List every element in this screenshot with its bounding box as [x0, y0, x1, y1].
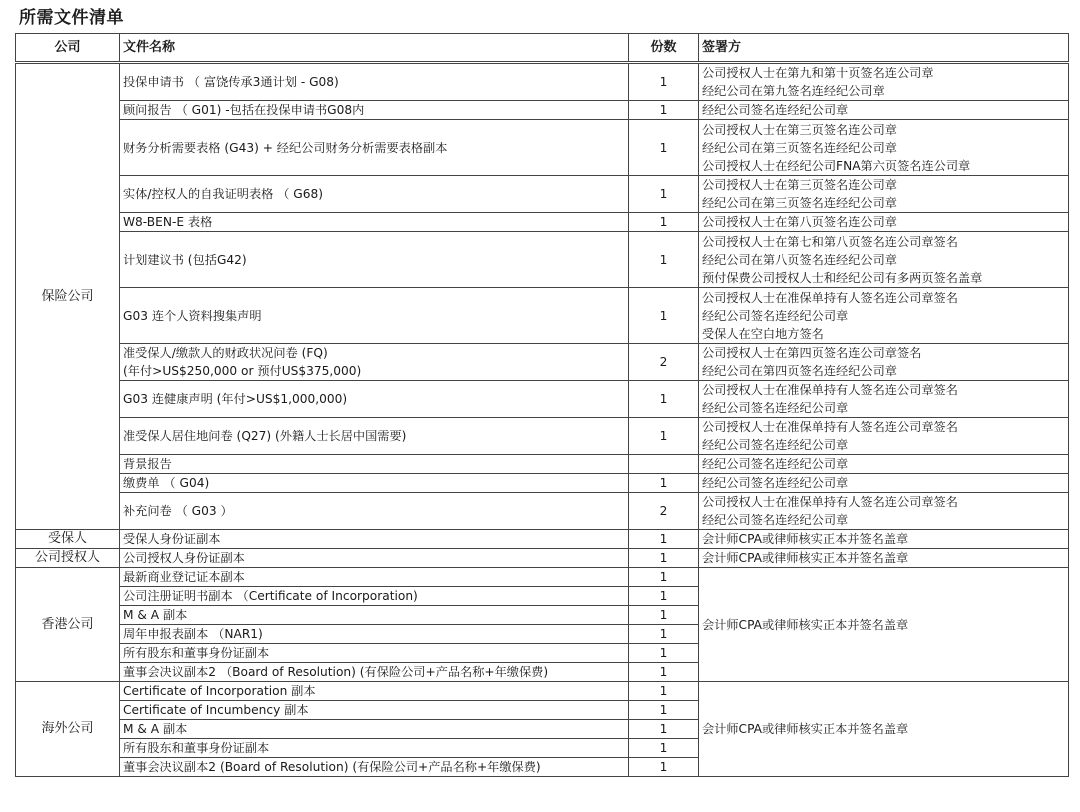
- copies-cell: 1: [629, 176, 699, 213]
- signer-cell: 会计师CPA或律师核实正本并签名盖章: [699, 530, 1069, 549]
- copies-cell: [629, 455, 699, 474]
- copies-cell: 1: [629, 474, 699, 493]
- signer-line: 经纪公司在第三页签名连经纪公司章: [702, 196, 897, 210]
- file-name-cell: [120, 232, 629, 288]
- signer-line: 经纪公司在第四页签名连经纪公司章: [702, 364, 897, 378]
- signer-cell: [699, 381, 1069, 418]
- signer-line: 经纪公司签名连经纪公司章: [702, 513, 849, 527]
- file-name-cell: Certificate of Incorporation 副本: [120, 682, 629, 701]
- signer-cell: [699, 493, 1069, 530]
- file-name-line: 准受保人/缴款人的财政状况问卷 (FQ): [123, 346, 328, 360]
- file-name-line: G03 连个人资料搜集声明: [123, 308, 262, 323]
- file-name-line: 投保申请书 （ 富饶传承3通计划 - G08): [123, 75, 339, 89]
- file-name-cell: 受保人身份证副本: [120, 530, 629, 549]
- signer-cell: [699, 344, 1069, 381]
- file-name-cell: 最新商业登记证本副本: [120, 568, 629, 587]
- file-name-line: 实体/控权人的自我证明表格 （ G68): [123, 187, 323, 201]
- file-name-line: 背景报告: [123, 457, 172, 471]
- signer-line: 经纪公司在第八页签名连经纪公司章: [702, 252, 897, 267]
- table-row: [16, 288, 1069, 344]
- signer-line: 预付保费公司授权人士和经纪公司有多两页签名盖章: [702, 270, 983, 285]
- signer-line: 公司授权人士在第四页签名连公司章签名: [702, 346, 922, 360]
- signer-line: 经纪公司签名连经纪公司章: [702, 476, 849, 490]
- file-name-cell: 董事会决议副本2 (Board of Resolution) (有保险公司+产品名称+年缴保费): [120, 758, 629, 777]
- copies-cell: 1: [629, 568, 699, 587]
- table-row: [16, 232, 1069, 288]
- signer-line: 公司授权人士在经纪公司FNA第六页签名连公司章: [702, 158, 971, 173]
- file-name-cell: [120, 493, 629, 530]
- header-copies: 份数: [629, 34, 699, 63]
- signer-line: 公司授权人士在准保单持有人签名连公司章签名: [702, 495, 958, 509]
- file-name-cell: 周年申报表副本 （NAR1): [120, 625, 629, 644]
- signer-line: 经纪公司在第三页签名连经纪公司章: [702, 140, 897, 155]
- file-name-line: 财务分析需要表格 (G43) + 经纪公司财务分析需要表格副本: [123, 140, 448, 155]
- file-name-line: 缴费单 （ G04): [123, 476, 210, 490]
- copies-cell: 1: [629, 663, 699, 682]
- company-cell: 香港公司: [16, 568, 120, 682]
- document-table: [15, 33, 1069, 777]
- table-row: [16, 120, 1069, 176]
- table-row: [16, 474, 1069, 493]
- signer-cell: [699, 176, 1069, 213]
- table-row: [16, 176, 1069, 213]
- file-name-cell: [120, 120, 629, 176]
- signer-cell: [699, 418, 1069, 455]
- signer-line: 经纪公司签名连经纪公司章: [702, 457, 849, 471]
- file-name-line: W8-BEN-E 表格: [123, 215, 213, 229]
- table-row: [16, 63, 1069, 101]
- file-name-line: 顾问报告 （ G01) -包括在投保申请书G08内: [123, 103, 365, 117]
- file-name-cell: Certificate of Incumbency 副本: [120, 701, 629, 720]
- signer-line: 公司授权人士在第九和第十页签名连公司章: [702, 66, 934, 80]
- copies-cell: 1: [629, 549, 699, 568]
- header-file: 文件名称: [120, 34, 629, 63]
- signer-line: 经纪公司签名连经纪公司章: [702, 308, 849, 323]
- header-signer: 签署方: [699, 34, 1069, 63]
- file-name-line: 准受保人居住地问卷 (Q27) (外籍人士长居中国需要): [123, 429, 407, 443]
- company-cell: 海外公司: [16, 682, 120, 777]
- copies-cell: 1: [629, 288, 699, 344]
- table-row: [16, 493, 1069, 530]
- page-title: 所需文件清单: [19, 8, 124, 28]
- signer-line: 公司授权人士在第三页签名连公司章: [702, 178, 897, 192]
- table-row: [16, 418, 1069, 455]
- signer-cell: [699, 101, 1069, 120]
- signer-line: 公司授权人士在第三页签名连公司章: [702, 122, 897, 137]
- signer-cell: [699, 455, 1069, 474]
- copies-cell: 1: [629, 213, 699, 232]
- signer-cell: [699, 474, 1069, 493]
- file-name-cell: [120, 101, 629, 120]
- copies-cell: 1: [629, 682, 699, 701]
- file-name-cell: [120, 344, 629, 381]
- file-name-cell: [120, 176, 629, 213]
- signer-cell: [699, 288, 1069, 344]
- copies-cell: 1: [629, 606, 699, 625]
- signer-line: 受保人在空白地方签名: [702, 326, 824, 341]
- file-name-line: (年付>US$250,000 or 预付US$375,000): [123, 364, 362, 378]
- file-name-line: 补充问卷 （ G03 ）: [123, 504, 233, 518]
- signer-cell: 会计师CPA或律师核实正本并签名盖章: [699, 682, 1069, 777]
- signer-line: 经纪公司签名连经纪公司章: [702, 438, 849, 452]
- company-cell: 受保人: [16, 530, 120, 549]
- table-row: [16, 213, 1069, 232]
- signer-line: 经纪公司签名连经纪公司章: [702, 401, 849, 415]
- table-header-row: [16, 34, 1069, 63]
- file-name-cell: [120, 455, 629, 474]
- signer-line: 公司授权人士在第八页签名连公司章: [702, 215, 897, 229]
- file-name-cell: 公司注册证明书副本 （Certificate of Incorporation): [120, 587, 629, 606]
- file-name-cell: [120, 474, 629, 493]
- file-name-line: 计划建议书 (包括G42): [123, 252, 247, 267]
- copies-cell: 1: [629, 101, 699, 120]
- signer-line: 公司授权人士在第七和第八页签名连公司章签名: [702, 234, 958, 249]
- file-name-cell: [120, 288, 629, 344]
- file-name-cell: M & A 副本: [120, 720, 629, 739]
- copies-cell: 1: [629, 418, 699, 455]
- copies-cell: 1: [629, 381, 699, 418]
- file-name-cell: 所有股东和董事身份证副本: [120, 644, 629, 663]
- signer-cell: [699, 63, 1069, 101]
- table-row: [16, 530, 1069, 549]
- file-name-cell: [120, 418, 629, 455]
- copies-cell: 1: [629, 232, 699, 288]
- file-name-cell: 公司授权人身份证副本: [120, 549, 629, 568]
- copies-cell: 1: [629, 63, 699, 101]
- file-name-cell: [120, 381, 629, 418]
- table-row: [16, 549, 1069, 568]
- copies-cell: 1: [629, 701, 699, 720]
- table-row: [16, 381, 1069, 418]
- copies-cell: 1: [629, 720, 699, 739]
- signer-cell: [699, 213, 1069, 232]
- table-row: [16, 101, 1069, 120]
- signer-cell: 会计师CPA或律师核实正本并签名盖章: [699, 568, 1069, 682]
- file-name-line: G03 连健康声明 (年付>US$1,000,000): [123, 392, 348, 406]
- table-row: [16, 455, 1069, 474]
- table-row: [16, 344, 1069, 381]
- signer-line: 经纪公司签名连经纪公司章: [702, 103, 849, 117]
- file-name-cell: M & A 副本: [120, 606, 629, 625]
- copies-cell: 1: [629, 530, 699, 549]
- signer-cell: 会计师CPA或律师核实正本并签名盖章: [699, 549, 1069, 568]
- signer-line: 公司授权人士在准保单持有人签名连公司章签名: [702, 290, 958, 305]
- table-row: [16, 568, 1069, 587]
- copies-cell: 1: [629, 625, 699, 644]
- copies-cell: 1: [629, 120, 699, 176]
- copies-cell: 2: [629, 493, 699, 530]
- file-name-cell: [120, 63, 629, 101]
- file-name-cell: 董事会决议副本2 （Board of Resolution) (有保险公司+产品名称+年缴保费): [120, 663, 629, 682]
- copies-cell: 1: [629, 644, 699, 663]
- copies-cell: 1: [629, 739, 699, 758]
- table-body: [16, 63, 1069, 777]
- table-row: [16, 682, 1069, 701]
- signer-cell: [699, 120, 1069, 176]
- copies-cell: 1: [629, 587, 699, 606]
- signer-cell: [699, 232, 1069, 288]
- header-company: 公司: [16, 34, 120, 63]
- signer-line: 公司授权人士在准保单持有人签名连公司章签名: [702, 383, 958, 397]
- file-name-cell: [120, 213, 629, 232]
- signer-line: 经纪公司在第九签名连经纪公司章: [702, 84, 885, 98]
- signer-line: 公司授权人士在准保单持有人签名连公司章签名: [702, 420, 958, 434]
- copies-cell: 1: [629, 758, 699, 777]
- file-name-cell: 所有股东和董事身份证副本: [120, 739, 629, 758]
- company-cell: 保险公司: [16, 63, 120, 530]
- company-cell: 公司授权人: [16, 549, 120, 568]
- copies-cell: 2: [629, 344, 699, 381]
